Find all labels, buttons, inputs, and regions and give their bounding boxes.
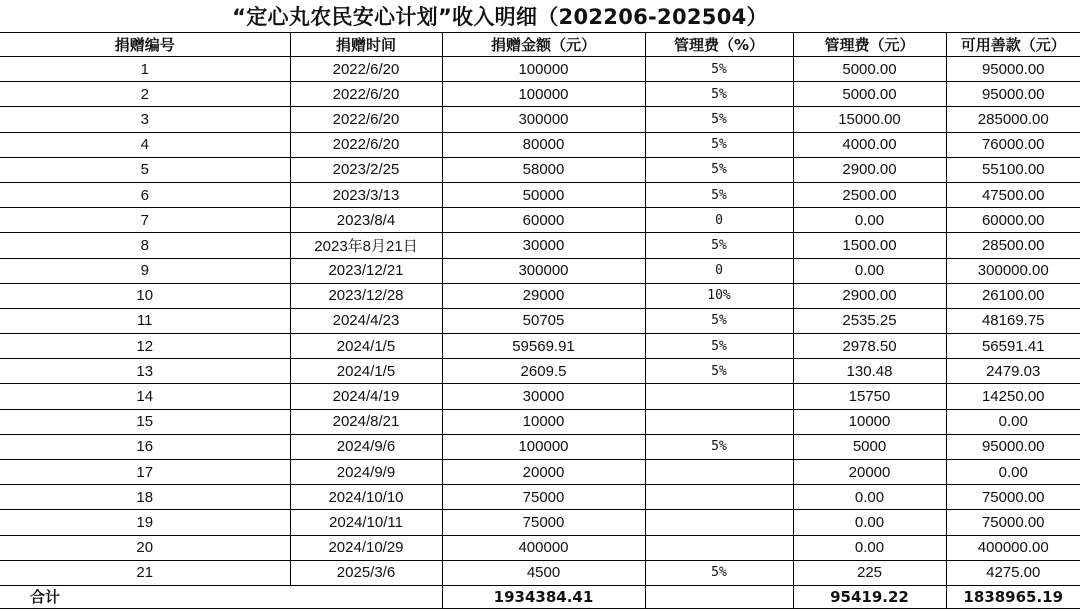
fee-amount-cell[interactable]: 5000 — [793, 434, 946, 459]
donation-id-cell[interactable]: 9 — [0, 258, 290, 283]
donation-date-cell[interactable]: 2022/6/20 — [290, 107, 442, 132]
donation-date-cell[interactable]: 2022/6/20 — [290, 57, 442, 82]
donation-amount-cell[interactable]: 2609.5 — [442, 359, 645, 384]
donation-amount-cell[interactable]: 58000 — [442, 157, 645, 182]
available-funds-cell[interactable]: 95000.00 — [946, 434, 1080, 459]
donation-date-cell[interactable]: 2024/1/5 — [290, 359, 442, 384]
table-row — [0, 182, 1080, 207]
donation-id-cell[interactable]: 20 — [0, 535, 290, 560]
donation-id-cell[interactable]: 13 — [0, 359, 290, 384]
fee-amount-cell[interactable]: 4000.00 — [793, 132, 946, 157]
header-donation-date[interactable]: 捐赠时间 — [290, 33, 442, 57]
fee-amount-cell[interactable]: 130.48 — [793, 359, 946, 384]
donation-id-cell[interactable]: 17 — [0, 460, 290, 485]
donation-id-cell[interactable]: 6 — [0, 182, 290, 207]
fee-amount-cell[interactable]: 1500.00 — [793, 233, 946, 258]
available-funds-cell[interactable]: 48169.75 — [946, 308, 1080, 333]
fee-percent-cell[interactable]: 5% — [645, 182, 793, 207]
fee-percent-cell[interactable]: 5% — [645, 308, 793, 333]
table-row — [0, 485, 1080, 510]
table-row — [0, 434, 1080, 459]
donation-id-cell[interactable]: 14 — [0, 384, 290, 409]
donation-date-cell[interactable]: 2022/6/20 — [290, 82, 442, 107]
available-funds-cell[interactable]: 95000.00 — [946, 57, 1080, 82]
donation-id-cell[interactable]: 12 — [0, 334, 290, 359]
header-donation-amount[interactable]: 捐赠金额（元） — [442, 33, 645, 57]
donation-id-cell[interactable]: 21 — [0, 560, 290, 585]
fee-percent-cell[interactable]: 5% — [645, 107, 793, 132]
donation-id-cell[interactable]: 3 — [0, 107, 290, 132]
donation-amount-cell[interactable]: 10000 — [442, 409, 645, 434]
donation-id-cell[interactable]: 8 — [0, 233, 290, 258]
donation-amount-cell[interactable]: 100000 — [442, 434, 645, 459]
income-detail-table — [0, 32, 1080, 609]
donation-id-cell[interactable]: 11 — [0, 308, 290, 333]
available-funds-cell[interactable]: 75000.00 — [946, 485, 1080, 510]
donation-date-cell[interactable]: 2024/10/10 — [290, 485, 442, 510]
fee-amount-cell[interactable]: 5000.00 — [793, 82, 946, 107]
donation-id-cell[interactable]: 5 — [0, 157, 290, 182]
total-available-funds[interactable]: 1838965.19 — [946, 585, 1080, 608]
available-funds-cell[interactable]: 47500.00 — [946, 182, 1080, 207]
donation-amount-cell[interactable]: 59569.91 — [442, 334, 645, 359]
fee-percent-cell[interactable] — [645, 510, 793, 535]
donation-amount-cell[interactable]: 80000 — [442, 132, 645, 157]
donation-date-cell[interactable]: 2023年8月21日 — [290, 233, 442, 258]
available-funds-cell[interactable]: 60000.00 — [946, 208, 1080, 233]
fee-amount-cell[interactable]: 2978.50 — [793, 334, 946, 359]
fee-percent-cell[interactable]: 5% — [645, 359, 793, 384]
available-funds-cell[interactable]: 56591.41 — [946, 334, 1080, 359]
donation-amount-cell[interactable]: 60000 — [442, 208, 645, 233]
total-donation-amount[interactable]: 1934384.41 — [442, 585, 645, 608]
donation-amount-cell[interactable]: 75000 — [442, 510, 645, 535]
fee-percent-cell[interactable] — [645, 384, 793, 409]
donation-date-cell[interactable]: 2023/12/21 — [290, 258, 442, 283]
fee-percent-cell[interactable]: 5% — [645, 132, 793, 157]
donation-id-cell[interactable]: 4 — [0, 132, 290, 157]
table-row — [0, 157, 1080, 182]
available-funds-cell[interactable]: 26100.00 — [946, 283, 1080, 308]
fee-percent-cell[interactable]: 10% — [645, 283, 793, 308]
fee-amount-cell[interactable]: 15000.00 — [793, 107, 946, 132]
header-fee-amount[interactable]: 管理费（元） — [793, 33, 946, 57]
donation-date-cell[interactable]: 2025/3/6 — [290, 560, 442, 585]
donation-date-cell[interactable]: 2024/9/6 — [290, 434, 442, 459]
available-funds-cell[interactable]: 400000.00 — [946, 535, 1080, 560]
donation-amount-cell[interactable]: 50705 — [442, 308, 645, 333]
available-funds-cell[interactable]: 75000.00 — [946, 510, 1080, 535]
donation-date-cell[interactable]: 2024/9/9 — [290, 460, 442, 485]
table-row — [0, 460, 1080, 485]
donation-id-cell[interactable]: 18 — [0, 485, 290, 510]
total-fee-amount[interactable]: 95419.22 — [793, 585, 946, 608]
donation-id-cell[interactable]: 10 — [0, 283, 290, 308]
fee-amount-cell[interactable]: 20000 — [793, 460, 946, 485]
fee-amount-cell[interactable]: 10000 — [793, 409, 946, 434]
fee-amount-cell[interactable]: 225 — [793, 560, 946, 585]
available-funds-cell[interactable]: 28500.00 — [946, 233, 1080, 258]
fee-percent-cell[interactable]: 0 — [645, 258, 793, 283]
donation-date-cell[interactable]: 2023/8/4 — [290, 208, 442, 233]
sheet-title: “定心丸农民安心计划”收入明细（202206-202504） — [232, 5, 768, 29]
donation-amount-cell[interactable]: 300000 — [442, 107, 645, 132]
table-row — [0, 82, 1080, 107]
table-row — [0, 233, 1080, 258]
donation-amount-cell[interactable]: 400000 — [442, 535, 645, 560]
table-row — [0, 107, 1080, 132]
fee-percent-cell[interactable] — [645, 409, 793, 434]
donation-date-cell[interactable]: 2024/10/11 — [290, 510, 442, 535]
donation-amount-cell[interactable]: 100000 — [442, 82, 645, 107]
fee-percent-cell[interactable]: 0 — [645, 208, 793, 233]
donation-id-cell[interactable]: 2 — [0, 82, 290, 107]
donation-date-cell[interactable]: 2022/6/20 — [290, 132, 442, 157]
fee-percent-cell[interactable]: 5% — [645, 82, 793, 107]
table-row — [0, 57, 1080, 82]
available-funds-cell[interactable]: 300000.00 — [946, 258, 1080, 283]
fee-amount-cell[interactable]: 2535.25 — [793, 308, 946, 333]
donation-amount-cell[interactable]: 300000 — [442, 258, 645, 283]
table-row — [0, 258, 1080, 283]
fee-amount-cell[interactable]: 5000.00 — [793, 57, 946, 82]
fee-percent-cell[interactable]: 5% — [645, 157, 793, 182]
available-funds-cell[interactable]: 0.00 — [946, 460, 1080, 485]
donation-id-cell[interactable]: 15 — [0, 409, 290, 434]
table-row — [0, 308, 1080, 333]
fee-amount-cell[interactable]: 2500.00 — [793, 182, 946, 207]
donation-amount-cell[interactable]: 4500 — [442, 560, 645, 585]
header-fee-percent[interactable]: 管理费（%） — [645, 33, 793, 57]
fee-amount-cell[interactable]: 0.00 — [793, 535, 946, 560]
table-row — [0, 208, 1080, 233]
donation-id-cell[interactable]: 16 — [0, 434, 290, 459]
donation-date-cell[interactable]: 2024/4/23 — [290, 308, 442, 333]
available-funds-cell[interactable]: 55100.00 — [946, 157, 1080, 182]
total-label[interactable]: 合计 — [0, 585, 442, 608]
donation-date-cell[interactable]: 2023/3/13 — [290, 182, 442, 207]
fee-amount-cell[interactable]: 15750 — [793, 384, 946, 409]
fee-amount-cell[interactable]: 0.00 — [793, 510, 946, 535]
table-row — [0, 283, 1080, 308]
donation-amount-cell[interactable]: 20000 — [442, 460, 645, 485]
donation-date-cell[interactable]: 2023/2/25 — [290, 157, 442, 182]
fee-percent-cell[interactable] — [645, 460, 793, 485]
table-row — [0, 132, 1080, 157]
donation-amount-cell[interactable]: 100000 — [442, 57, 645, 82]
available-funds-cell[interactable]: 95000.00 — [946, 82, 1080, 107]
donation-id-cell[interactable]: 7 — [0, 208, 290, 233]
donation-id-cell[interactable]: 1 — [0, 57, 290, 82]
donation-date-cell[interactable]: 2024/8/21 — [290, 409, 442, 434]
donation-amount-cell[interactable]: 30000 — [442, 233, 645, 258]
donation-amount-cell[interactable]: 50000 — [442, 182, 645, 207]
header-available-funds[interactable]: 可用善款（元） — [946, 33, 1080, 57]
table-row — [0, 409, 1080, 434]
donation-date-cell[interactable]: 2024/1/5 — [290, 334, 442, 359]
donation-date-cell[interactable]: 2024/4/19 — [290, 384, 442, 409]
available-funds-cell[interactable]: 4275.00 — [946, 560, 1080, 585]
fee-percent-cell[interactable]: 5% — [645, 233, 793, 258]
donation-amount-cell[interactable]: 29000 — [442, 283, 645, 308]
fee-percent-cell[interactable]: 5% — [645, 334, 793, 359]
fee-percent-cell[interactable]: 5% — [645, 560, 793, 585]
fee-amount-cell[interactable]: 0.00 — [793, 485, 946, 510]
available-funds-cell[interactable]: 2479.03 — [946, 359, 1080, 384]
fee-percent-cell[interactable]: 5% — [645, 434, 793, 459]
fee-amount-cell[interactable]: 0.00 — [793, 208, 946, 233]
header-row — [0, 33, 1080, 57]
available-funds-cell[interactable]: 0.00 — [946, 409, 1080, 434]
fee-amount-cell[interactable]: 2900.00 — [793, 157, 946, 182]
available-funds-cell[interactable]: 14250.00 — [946, 384, 1080, 409]
table-row — [0, 510, 1080, 535]
donation-amount-cell[interactable]: 30000 — [442, 384, 645, 409]
fee-percent-cell[interactable] — [645, 485, 793, 510]
total-row — [0, 585, 1080, 608]
available-funds-cell[interactable]: 76000.00 — [946, 132, 1080, 157]
donation-date-cell[interactable]: 2024/10/29 — [290, 535, 442, 560]
table-row — [0, 334, 1080, 359]
table-row — [0, 535, 1080, 560]
table-row — [0, 359, 1080, 384]
fee-amount-cell[interactable]: 0.00 — [793, 258, 946, 283]
header-donation-id[interactable]: 捐赠编号 — [0, 33, 290, 57]
fee-amount-cell[interactable]: 2900.00 — [793, 283, 946, 308]
donation-amount-cell[interactable]: 75000 — [442, 485, 645, 510]
table-row — [0, 560, 1080, 585]
total-fee-percent[interactable] — [645, 585, 793, 608]
fee-percent-cell[interactable] — [645, 535, 793, 560]
available-funds-cell[interactable]: 285000.00 — [946, 107, 1080, 132]
donation-date-cell[interactable]: 2023/12/28 — [290, 283, 442, 308]
fee-percent-cell[interactable]: 5% — [645, 57, 793, 82]
donation-id-cell[interactable]: 19 — [0, 510, 290, 535]
table-row — [0, 384, 1080, 409]
